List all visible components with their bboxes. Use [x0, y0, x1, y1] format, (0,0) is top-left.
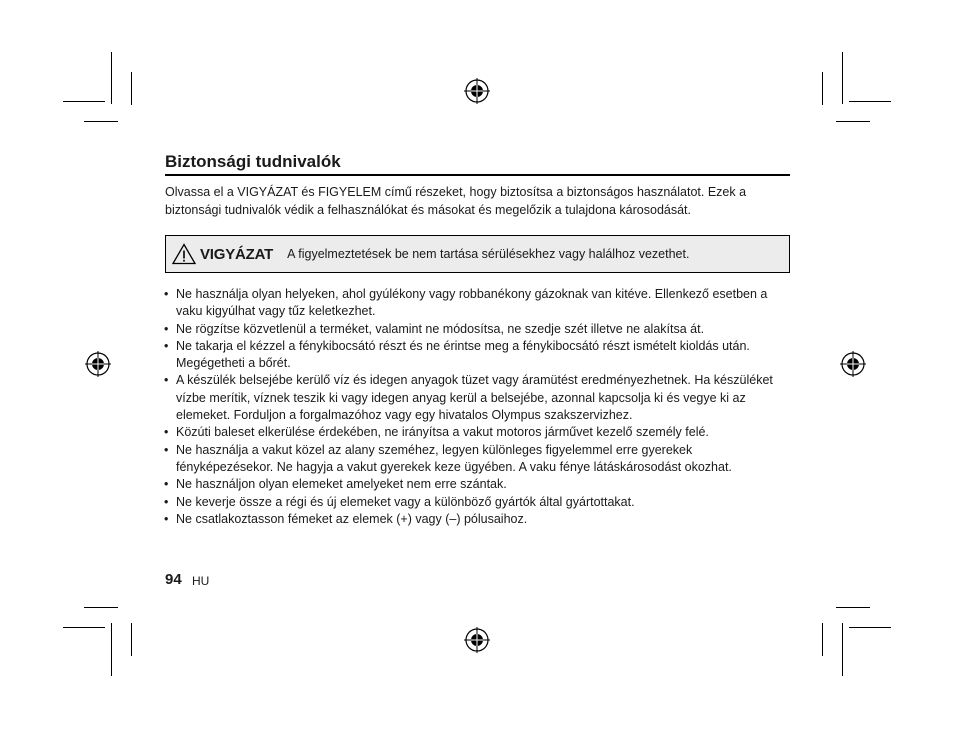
list-item: [165, 372, 790, 424]
list-item-text: Ne takarja el kézzel a fénykibocsátó részt és ne érintse meg a fénykibocsátó részt ismételt kioldás után. Megégetheti a bőrét.: [176, 338, 750, 371]
list-item: [165, 286, 790, 321]
bullet-marker: •: [164, 494, 169, 509]
list-item: [165, 476, 790, 493]
page-title: Biztonsági tudnivalók: [165, 152, 790, 176]
bullet-marker: •: [164, 425, 169, 440]
list-item: [165, 321, 790, 338]
registration-mark-icon: [840, 351, 866, 377]
list-item-text: Ne használja olyan helyeken, ahol gyúlékony vagy robbanékony gázoknak van kitéve. Ellenkező esetben a vaku kigyúlhat vagy tűz keletkezhet.: [176, 287, 768, 319]
bullet-marker: •: [164, 442, 169, 457]
list-item-text: Ne használja a vakut közel az alany szeméhez, legyen különleges figyelemmel erre gyerekek fényképezésekor. Ne hagyja a vakut gyerekek keze ügyében. A vaku fénye látáskárosodást okozhat.: [176, 442, 732, 474]
crop-mark: [822, 72, 823, 105]
list-item-text: Ne keverje össze a régi és új elemeket vagy a különböző gyártók által gyártottakat.: [176, 494, 635, 509]
warning-box: [165, 235, 790, 273]
crop-mark: [842, 52, 843, 104]
registration-mark-icon: [85, 351, 111, 377]
intro-paragraph: Olvassa el a VIGYÁZAT és FIGYELEM című részeket, hogy biztosítsa a biztonságos használatot. Ezek a biztonsági tudnivalók védik a felhasználókat és másokat és megelőzik a tulajdona károsodását.: [165, 185, 747, 217]
crop-mark: [849, 627, 891, 628]
registration-mark-icon: [464, 78, 490, 104]
bullet-marker: •: [164, 477, 169, 492]
list-item-text: Ne csatlakoztasson fémeket az elemek (+) vagy (–) pólusaihoz.: [176, 511, 528, 526]
warning-triangle-icon: [172, 243, 196, 265]
list-item: [165, 494, 790, 511]
bullet-marker: •: [164, 338, 169, 353]
list-item-text: Közúti baleset elkerülése érdekében, ne irányítsa a vakut motoros járművet kezelő személy felé.: [176, 425, 709, 440]
warning-text: A figyelmeztetések be nem tartása sérülésekhez vagy halálhoz vezethet.: [287, 247, 690, 261]
bullet-marker: •: [164, 511, 169, 526]
list-item: [165, 338, 790, 373]
list-item-text: Ne rögzítse közvetlenül a terméket, valamint ne módosítsa, ne szedje szét illetve ne alakítsa át.: [176, 321, 705, 336]
crop-mark: [111, 52, 112, 104]
list-item-text: Ne használjon olyan elemeket amelyeket nem erre szántak.: [176, 477, 507, 492]
crop-mark: [842, 623, 843, 676]
crop-mark: [63, 101, 105, 102]
crop-mark: [822, 623, 823, 656]
crop-mark: [84, 607, 118, 608]
crop-mark: [63, 627, 105, 628]
crop-mark: [111, 623, 112, 676]
crop-mark: [131, 623, 132, 656]
list-item: [165, 511, 790, 528]
safety-bullet-list: [165, 286, 790, 528]
crop-mark: [836, 121, 870, 122]
registration-mark-icon: [464, 627, 490, 653]
list-item: [165, 442, 790, 477]
crop-mark: [131, 72, 132, 105]
safety-section: [165, 152, 790, 528]
warning-label: VIGYÁZAT: [200, 245, 274, 263]
crop-mark: [849, 101, 891, 102]
crop-mark: [836, 607, 870, 608]
page-number: 94: [165, 571, 182, 588]
bullet-marker: •: [164, 287, 169, 301]
page-language: HU: [192, 574, 210, 588]
list-item: [165, 424, 790, 441]
bullet-marker: •: [164, 373, 169, 388]
bullet-marker: •: [164, 321, 169, 336]
list-item-text: A készülék belsejébe kerülő víz és idegen anyagok tüzet vagy áramütést eredményezhetnek. Ha készüléket vízbe merítik, víznek teszik ki vagy idegen anyag kerül a belsejébe, azonnal kapcsolja ki és vegye ki az elemeket. Forduljon a forgalmazóhoz vagy egy hivatalos Olympus szakszervizhez.: [176, 373, 773, 423]
crop-mark: [84, 121, 118, 122]
